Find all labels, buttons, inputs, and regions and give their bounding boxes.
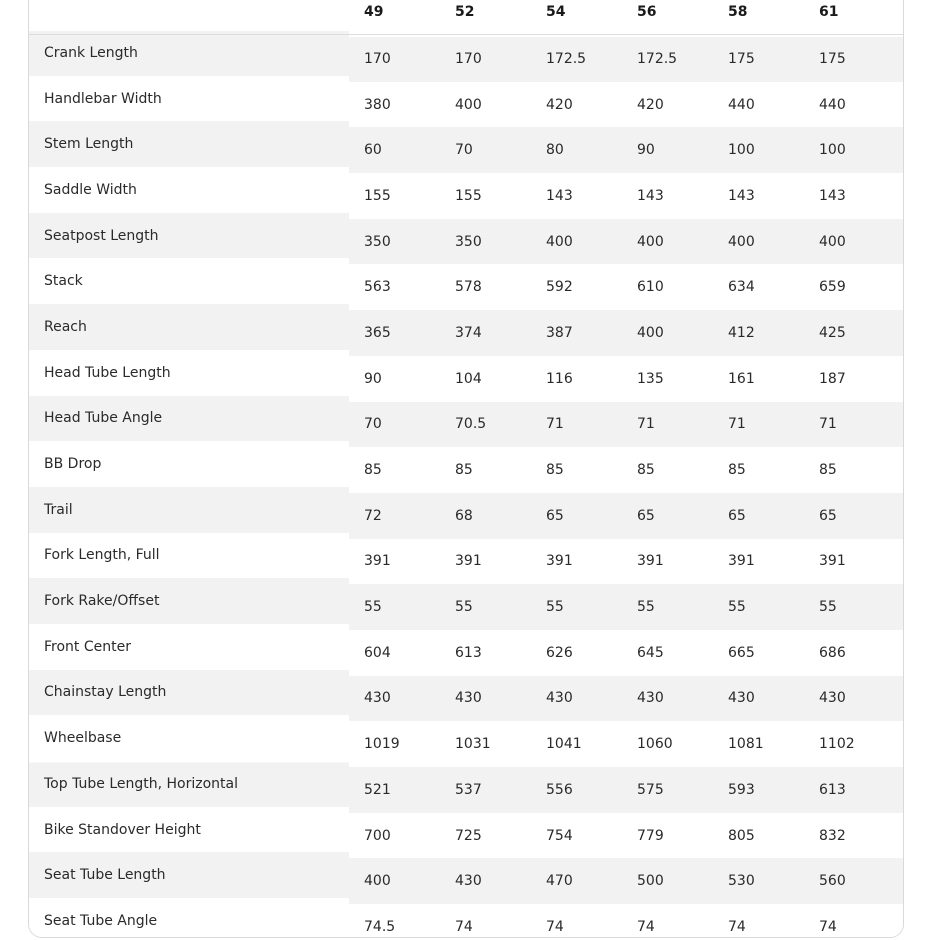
cell-value: 55 <box>546 599 564 616</box>
cell-value: 592 <box>546 279 573 296</box>
cell-value: 700 <box>364 827 391 844</box>
cell-value: 85 <box>637 462 655 479</box>
geometry-table-card <box>28 0 904 938</box>
cell-value: 365 <box>364 324 391 341</box>
cell-value: 172.5 <box>546 51 587 68</box>
cell-value: 374 <box>455 324 482 341</box>
row-label: Head Tube Angle <box>44 410 163 427</box>
cell-value: 60 <box>364 142 382 159</box>
table-row <box>29 674 904 720</box>
cell-value: 556 <box>546 781 573 798</box>
cell-value: 391 <box>364 553 391 570</box>
cell-value: 68 <box>455 507 473 524</box>
cell-value: 71 <box>637 416 655 433</box>
cell-value: 686 <box>819 644 846 661</box>
header-row <box>29 0 904 34</box>
table-row <box>29 628 904 674</box>
table-row <box>29 811 904 857</box>
cell-value: 560 <box>819 873 846 890</box>
row-label: Chainstay Length <box>44 684 167 701</box>
row-label: Seatpost Length <box>44 227 159 244</box>
cell-value: 626 <box>546 644 573 661</box>
cell-value: 665 <box>728 644 755 661</box>
cell-value: 70.5 <box>455 416 487 433</box>
cell-value: 55 <box>728 599 746 616</box>
cell-value: 440 <box>728 96 755 113</box>
row-label: Bike Standover Height <box>44 821 201 838</box>
cell-value: 85 <box>546 462 564 479</box>
cell-value: 74.5 <box>364 918 396 935</box>
cell-value: 400 <box>546 233 573 250</box>
row-label: Stem Length <box>44 136 134 153</box>
cell-value: 400 <box>455 96 482 113</box>
cell-value: 74 <box>819 918 837 935</box>
table-row <box>29 80 904 126</box>
cell-value: 420 <box>637 96 664 113</box>
cell-value: 65 <box>637 507 655 524</box>
row-label: Seat Tube Length <box>44 867 166 884</box>
cell-value: 85 <box>728 462 746 479</box>
cell-value: 55 <box>364 599 382 616</box>
cell-value: 135 <box>637 370 664 387</box>
cell-value: 85 <box>455 462 473 479</box>
cell-value: 85 <box>819 462 837 479</box>
cell-value: 400 <box>637 324 664 341</box>
cell-value: 563 <box>364 279 391 296</box>
row-label: Wheelbase <box>44 730 122 747</box>
row-label: Saddle Width <box>44 181 137 198</box>
cell-value: 1102 <box>819 736 855 753</box>
cell-value: 387 <box>546 324 573 341</box>
cell-value: 575 <box>637 781 664 798</box>
cell-value: 350 <box>364 233 391 250</box>
row-label: Top Tube Length, Horizontal <box>44 775 238 792</box>
cell-value: 175 <box>819 51 846 68</box>
table-row <box>29 765 904 811</box>
row-label: Head Tube Length <box>44 364 171 381</box>
cell-value: 172.5 <box>637 51 678 68</box>
cell-value: 90 <box>364 370 382 387</box>
cell-value: 65 <box>546 507 564 524</box>
cell-value: 391 <box>728 553 755 570</box>
row-label: Fork Rake/Offset <box>44 593 160 610</box>
cell-value: 90 <box>637 142 655 159</box>
row-label: Fork Length, Full <box>44 547 160 564</box>
cell-value: 170 <box>364 51 391 68</box>
cell-value: 470 <box>546 873 573 890</box>
table-row <box>29 262 904 308</box>
cell-value: 430 <box>455 690 482 707</box>
row-label: Crank Length <box>44 45 138 62</box>
cell-value: 74 <box>546 918 564 935</box>
cell-value: 143 <box>728 187 755 204</box>
size-header: 52 <box>440 0 531 34</box>
table-row <box>29 34 904 80</box>
cell-value: 1041 <box>546 736 582 753</box>
cell-value: 779 <box>637 827 664 844</box>
table-row <box>29 354 904 400</box>
cell-value: 72 <box>364 507 382 524</box>
cell-value: 440 <box>819 96 846 113</box>
cell-value: 500 <box>637 873 664 890</box>
cell-value: 430 <box>728 690 755 707</box>
cell-value: 70 <box>455 142 473 159</box>
table-row <box>29 856 904 902</box>
cell-value: 613 <box>455 644 482 661</box>
cell-value: 55 <box>637 599 655 616</box>
cell-value: 430 <box>637 690 664 707</box>
cell-value: 104 <box>455 370 482 387</box>
row-label: Front Center <box>44 638 131 655</box>
cell-value: 400 <box>728 233 755 250</box>
cell-value: 578 <box>455 279 482 296</box>
cell-value: 430 <box>455 873 482 890</box>
row-label: Seat Tube Angle <box>44 912 158 929</box>
cell-value: 430 <box>364 690 391 707</box>
cell-value: 537 <box>455 781 482 798</box>
size-header: 61 <box>804 0 904 34</box>
cell-value: 400 <box>364 873 391 890</box>
table-row <box>29 491 904 537</box>
cell-value: 754 <box>546 827 573 844</box>
cell-value: 100 <box>819 142 846 159</box>
cell-value: 71 <box>728 416 746 433</box>
size-header: 54 <box>531 0 622 34</box>
cell-value: 143 <box>637 187 664 204</box>
cell-value: 430 <box>819 690 846 707</box>
cell-value: 1060 <box>637 736 673 753</box>
cell-value: 832 <box>819 827 846 844</box>
cell-value: 391 <box>637 553 664 570</box>
cell-value: 391 <box>455 553 482 570</box>
cell-value: 425 <box>819 324 846 341</box>
row-label: Stack <box>44 273 83 290</box>
cell-value: 143 <box>546 187 573 204</box>
cell-value: 74 <box>455 918 473 935</box>
cell-value: 400 <box>637 233 664 250</box>
size-header: 49 <box>349 0 440 34</box>
cell-value: 143 <box>819 187 846 204</box>
cell-value: 55 <box>819 599 837 616</box>
cell-value: 725 <box>455 827 482 844</box>
table-row <box>29 125 904 171</box>
header-label-cell <box>29 0 349 34</box>
table-row <box>29 537 904 583</box>
table-row <box>29 171 904 217</box>
cell-value: 430 <box>546 690 573 707</box>
row-label: Reach <box>44 318 87 335</box>
cell-value: 155 <box>364 187 391 204</box>
cell-value: 116 <box>546 370 573 387</box>
cell-value: 175 <box>728 51 755 68</box>
cell-value: 645 <box>637 644 664 661</box>
table-row <box>29 719 904 765</box>
row-label: Handlebar Width <box>44 90 162 107</box>
cell-value: 350 <box>455 233 482 250</box>
table-row <box>29 445 904 491</box>
cell-value: 161 <box>728 370 755 387</box>
cell-value: 391 <box>546 553 573 570</box>
cell-value: 805 <box>728 827 755 844</box>
cell-value: 74 <box>728 918 746 935</box>
cell-value: 170 <box>455 51 482 68</box>
cell-value: 71 <box>546 416 564 433</box>
row-label: BB Drop <box>44 456 102 473</box>
row-label: Trail <box>44 501 73 518</box>
cell-value: 1081 <box>728 736 764 753</box>
table-row <box>29 308 904 354</box>
cell-value: 55 <box>455 599 473 616</box>
cell-value: 391 <box>819 553 846 570</box>
size-header: 58 <box>713 0 804 34</box>
cell-value: 70 <box>364 416 382 433</box>
cell-value: 659 <box>819 279 846 296</box>
cell-value: 400 <box>819 233 846 250</box>
table-row <box>29 400 904 446</box>
cell-value: 593 <box>728 781 755 798</box>
cell-value: 187 <box>819 370 846 387</box>
cell-value: 71 <box>819 416 837 433</box>
cell-value: 65 <box>819 507 837 524</box>
table-body <box>29 34 904 938</box>
cell-value: 412 <box>728 324 755 341</box>
table-row <box>29 902 904 938</box>
cell-value: 530 <box>728 873 755 890</box>
cell-value: 1031 <box>455 736 491 753</box>
cell-value: 85 <box>364 462 382 479</box>
cell-value: 634 <box>728 279 755 296</box>
cell-value: 604 <box>364 644 391 661</box>
cell-value: 74 <box>637 918 655 935</box>
table-row <box>29 217 904 263</box>
cell-value: 610 <box>637 279 664 296</box>
cell-value: 420 <box>546 96 573 113</box>
cell-value: 613 <box>819 781 846 798</box>
cell-value: 65 <box>728 507 746 524</box>
table-row <box>29 582 904 628</box>
size-header: 56 <box>622 0 713 34</box>
cell-value: 100 <box>728 142 755 159</box>
cell-value: 80 <box>546 142 564 159</box>
cell-value: 1019 <box>364 736 400 753</box>
cell-value: 155 <box>455 187 482 204</box>
geometry-table <box>29 0 904 938</box>
cell-value: 521 <box>364 781 391 798</box>
cell-value: 380 <box>364 96 391 113</box>
